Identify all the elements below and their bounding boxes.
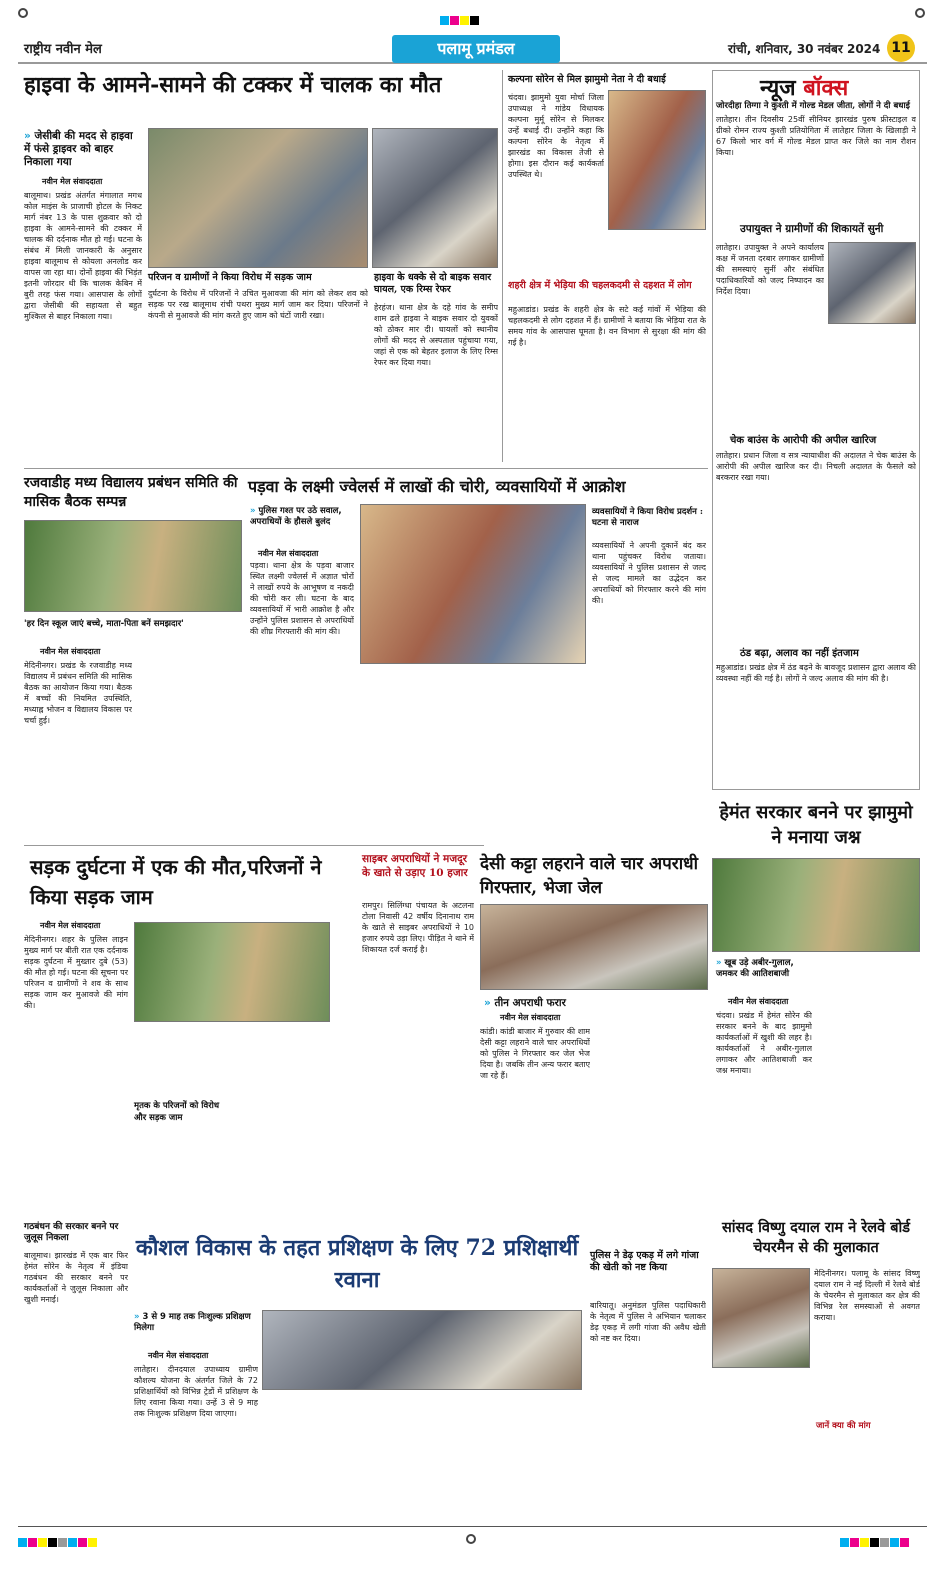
lead-body: बालूमाथ। प्रखंड अंतर्गत मंगालात मगध कोल माइंस के प्राजाची होटल के निकट मार्ग नंबर 13 के पास शुक्रवार को दो हाइवा के आमने-सामने की टक्कर में चालक की दर्दनाक मौत हो गई। घटना के संबंध में मिली जानकारी के अनुसार हाइवा बालूमाथ से कोयला अनलोड कर वापस जा रहा था। दोनों हाइवा की भिड़ंत इतनी जोरदार थी कि चालक केबिन में बुरी तरह फंस गया। आसपास के लोगों द्वारा जेसीबी की सहायता से बहुत मुश्किल से बाहर निकाला गया।: [24, 191, 142, 321]
registration-mark: [915, 8, 925, 18]
cyber-body: रामपुर। सिलिंग्धा पंचायत के अटलना टोला निवासी 42 वर्षीय दिनानाथ राम के खाते से साइबर अपराधियों ने 10 हजार रुपये उड़ा लिए। पीड़ित ने थाने में शिकायत दर्ज कराई है।: [362, 901, 474, 954]
wolf-title: शहरी क्षेत्र में भेड़िया की चहलकदमी से दहशत में लोग: [508, 280, 692, 291]
accident-byline: नवीन मेल संवाददाता: [40, 921, 101, 930]
row-rule: [24, 845, 484, 846]
news-item-2-photo: [828, 242, 916, 324]
guns-kicker: » तीन अपराधी फरार: [484, 997, 566, 1009]
accident-title: सड़क दुर्घटना में एक की मौत,परिजनों ने किया सड़क जाम: [30, 855, 322, 909]
skill-photo: [262, 1310, 582, 1390]
news-item-2-title: उपायुक्त ने ग्रामीणों की शिकायतें सुनी: [740, 223, 884, 235]
school-byline: नवीन मेल संवाददाता: [40, 647, 101, 656]
news-item-3-body: लातेहार। प्रधान जिला व सत्र न्यायाधीश की अदालत ने चेक बाउंस के आरोपी की अपील खारिज कर दी। निचली अदालत के फैसले को बरकरार रखा गया।: [716, 451, 916, 482]
page-number: 11: [887, 34, 915, 62]
registration-mark: [18, 8, 28, 18]
kalpana-body: चंदवा। झामुमो युवा मोर्चा जिला उपाध्यक्ष ने गांडेय विधायक कल्पना मुर्मू सोरेन से मिलकर उन्हें बधाई दी। उन्होंने कहा कि कल्पना सोरेन के नेतृत्व में झारखंड का विकास तेजी से होगा। इस दौरान कई कार्यकर्ता उपस्थित थे।: [508, 93, 604, 179]
section-title: पलामू प्रमंडल: [392, 35, 560, 63]
footer-rule: [18, 1526, 927, 1527]
hemant-byline: नवीन मेल संवाददाता: [728, 997, 789, 1006]
lead-side-body: हेरहंज। थाना क्षेत्र के दहे गांव के समीप शाम ढले हाइवा ने बाइक सवार दो युवकों को ठोकर मार दी। घायलों को स्थानीय लोगों की मदद से अस्पताल पहुंचाया गया, जहां से एक को बेहतर इलाज के लिए रिम्स रेफर कर दिया गया।: [374, 303, 498, 367]
row-rule: [24, 468, 708, 469]
school-body: मेदिनीनगर। प्रखंड के रजवाडीह मध्य विद्यालय में प्रबंधन समिति की मासिक बैठक का आयोजन किया गया। बैठक में बच्चों की नियमित उपस्थिति, मध्याह्न भोजन व विद्यालय विकास पर चर्चा हुई।: [24, 661, 132, 725]
news-item-3-title: चेक बाउंस के आरोपी की अपील खारिज: [730, 435, 877, 446]
hemant-body: चंदवा। प्रखंड में हेमंत सोरेन की सरकार बनने के बाद झामुमो कार्यकर्ताओं में खुशी की लहर है। कार्यकर्ताओं ने अबीर-गुलाल लगाकर और आतिशबाजी कर जश्न मनाया।: [716, 1011, 812, 1075]
news-item-1-title: जोरदीहा तिग्गा ने कुश्ती में गोल्ड मेडल जीता, लोगों ने दी बधाई: [716, 101, 910, 111]
accident-subcaption: मृतक के परिजनों को विरोध और सड़क जाम: [134, 1101, 220, 1123]
coalition-title: गठबंधन की सरकार बनने पर जुलूस निकला: [24, 1222, 119, 1243]
accident-body: मेदिनीनगर। शहर के पुलिस लाइन मुख्य मार्ग पर बीती रात एक दर्दनाक सड़क दुर्घटना में मुख्तार दुबे (53) की मौत हो गई। घटना की सूचना पर परिजन व ग्रामीणों ने शव के साथ सड़क जाम कर मुआवजे की मांग की।: [24, 935, 128, 1010]
lead-side-title: हाइवा के धक्के से दो बाइक सवार घायल, एक रिम्स रेफर: [374, 272, 492, 295]
guns-photo: [480, 904, 708, 990]
lead-headline: हाइवा के आमने-सामने की टक्कर में चालक का मौत: [24, 72, 442, 98]
skill-kicker: » 3 से 9 माह तक निःशुल्क प्रशिक्षण मिलेगा: [134, 1312, 251, 1333]
skill-byline: नवीन मेल संवाददाता: [148, 1351, 209, 1360]
column-rule: [502, 70, 503, 462]
mp-title: सांसद विष्णु दयाल राम ने रेलवे बोर्ड चेयरमैन से की मुलाकात: [721, 1219, 911, 1256]
news-item-1-body: लातेहार। तीन दिवसीय 25वीं सीनियर झारखंड पुरुष फ्रीस्टाइल व ग्रीको रोमन राज्य कुश्ती प्रतियोगिता में लातेहार जिला के खिलाड़ी ने 67 किलो भार वर्ग में गोल्ड मेडल प्राप्त कर जिले का नाम रौशन किया।: [716, 115, 916, 157]
footer-color-bar: [18, 1532, 98, 1551]
news-item-2-body: लातेहार। उपायुक्त ने अपने कार्यालय कक्ष में जनता दरबार लगाकर ग्रामीणों की समस्याएं सुनीं और संबंधित पदाधिकारियों को जल्द निष्पादन का निर्देश दिया।: [716, 243, 824, 296]
news-item-4-body: महुआडांड। प्रखंड क्षेत्र में ठंड बढ़ने के बावजूद प्रशासन द्वारा अलाव की व्यवस्था नहीं की गई है। लोगों ने जल्द अलाव की मांग की है।: [716, 663, 916, 683]
theft-kicker: » पुलिस गश्त पर उठे सवाल, अपराधियों के हौसले बुलंद: [250, 506, 342, 527]
accident-photo: [134, 922, 330, 1022]
guns-title: देसी कट्टा लहराने वाले चार अपराधी गिरफ्तार, भेजा जेल: [480, 854, 699, 898]
wolf-body: महुआडांड। प्रखंड के शहरी क्षेत्र के सटे कई गांवों में भेड़िया की चहलकदमी से लोग दहशत में हैं। ग्रामीणों ने बताया कि भेड़िया रात के समय गांव के आसपास घूमता है। वन विभाग से सुरक्षा की मांग की गई है।: [508, 305, 706, 347]
paper-name: राष्ट्रीय नवीन मेल: [24, 42, 102, 57]
lead-photo-body: दुर्घटना के विरोध में परिजनों ने उचित मुआवजा की मांग को लेकर शव को सड़क पर रख बालूमाथ रांची पथरा मुख्य मार्ग जाम कर दिया। परिजनों ने कंपनी से मुआवजे की मांग करते हुए जाम को घंटों जारी रखा।: [148, 289, 368, 320]
school-kicker: 'हर दिन स्कूल जाएं बच्चे, माता-पिता बनें समझदार': [24, 619, 184, 629]
guns-body: कांडी। कांडी बाजार में गुरुवार की शाम देसी कट्टा लहराने वाले चार अपराधियों को पुलिस ने गिरफ्तार कर जेल भेज दिया है। जबकि तीन अन्य फरार बताए जा रहे हैं।: [480, 1027, 590, 1080]
news-box-label: न्यूज बॉक्स: [760, 75, 849, 101]
footer-color-bar: [840, 1532, 910, 1551]
lead-byline: नवीन मेल संवाददाता: [42, 177, 103, 186]
registration-mark: [466, 1534, 476, 1544]
lead-photo: [148, 128, 368, 268]
color-bar: [440, 10, 480, 29]
skill-body: लातेहार। दीनदयाल उपाध्याय ग्रामीण कौशल्य योजना के अंतर्गत जिले के 72 प्रशिक्षार्थियों को विभिन्न ट्रेडों में प्रशिक्षण के लिए रवाना किया गया। उन्हें 3 से 9 माह तक निःशुल्क प्रशिक्षण दिया जाएगा।: [134, 1365, 258, 1418]
hemant-title: हेमंत सरकार बनने पर झामुमो ने मनाया जश्न: [719, 802, 913, 848]
kalpana-photo: [608, 90, 706, 230]
lead-kicker: » जेसीबी की मदद से हाइवा में फंसे ड्राइवर को बाहर निकाला गया: [24, 130, 133, 168]
theft-body: पड़वा। थाना क्षेत्र के पड़वा बाजार स्थित लक्ष्मी ज्वेलर्स में अज्ञात चोरों ने लाखों रुपये के आभूषण व नकदी की चोरी कर ली। घटना के बाद व्यवसायियों में भारी आक्रोश है और उन्होंने पुलिस प्रशासन से अपराधियों की शीघ्र गिरफ्तारी की मांग की।: [250, 561, 354, 636]
theft-photo: [360, 504, 586, 664]
theft-side-title: व्यवसायियों ने किया विरोध प्रदर्शन : घटना से नाराज: [592, 507, 703, 528]
theft-byline: नवीन मेल संवाददाता: [258, 549, 319, 558]
coalition-body: बालूमाथ। झारखंड में एक बार फिर हेमंत सोरेन के नेतृत्व में इंडिया गठबंधन की सरकार बनने पर कार्यकर्ताओं ने जुलूस निकाला और खुशी मनाई।: [24, 1251, 128, 1304]
mp-photo: [712, 1268, 810, 1368]
ganja-title: पुलिस ने डेढ़ एकड़ में लगे गांजा की खेती को नष्ट किया: [590, 1250, 699, 1273]
skill-title: कौशल विकास के तहत प्रशिक्षण के लिए 72 प्रशिक्षार्थी रवाना: [135, 1235, 579, 1293]
ganja-body: बारियातू। अनुमंडल पुलिस पदाधिकारी के नेतृत्व में पुलिस ने अभियान चलाकर डेढ़ एकड़ में लगी गांजा की अवैध खेती को नष्ट कर दिया।: [590, 1301, 706, 1343]
guns-byline: नवीन मेल संवाददाता: [500, 1013, 561, 1022]
lead-photo-caption: परिजन व ग्रामीणों ने किया विरोध में सड़क जाम: [148, 272, 312, 283]
mp-body: मेदिनीनगर। पलामू के सांसद विष्णु दयाल राम ने नई दिल्ली में रेलवे बोर्ड के चेयरमैन से मुलाकात कर क्षेत्र की विभिन्न रेल समस्याओं से अवगत कराया।: [814, 1269, 920, 1322]
news-item-4-title: ठंड बढ़ा, अलाव का नहीं इंतजाम: [740, 648, 859, 659]
cyber-title: साइबर अपराधियों ने मजदूर के खाते से उड़ाए 10 हजार: [362, 853, 468, 879]
hemant-kicker: » खूब उड़े अबीर-गुलाल, जमकर की आतिशबाजी: [716, 958, 794, 979]
kalpana-title: कल्पना सोरेन से मिल झामुमो नेता ने दी बधाई: [508, 74, 666, 85]
school-photo: [24, 520, 242, 612]
lead-photo-2: [372, 128, 498, 268]
theft-side-body: व्यवसायियों ने अपनी दुकानें बंद कर थाना पहुंचकर विरोध जताया। व्यवसायियों ने पुलिस प्रशासन से जल्द से जल्द मामले का उद्भेदन कर अपराधियों को गिरफ्तार करने की मांग की।: [592, 541, 706, 605]
theft-title: पड़वा के लक्ष्मी ज्वेलर्स में लाखों की चोरी, व्यवसायियों में आक्रोश: [248, 477, 626, 496]
school-title: रजवाडीह मध्य विद्यालय प्रबंधन समिति की मासिक बैठक सम्पन्न: [24, 475, 238, 510]
mp-subtitle: जानें क्या की मांग: [816, 1421, 871, 1431]
dateline: रांची, शनिवार, 30 नवंबर 2024: [728, 42, 881, 56]
hemant-photo: [712, 858, 920, 952]
